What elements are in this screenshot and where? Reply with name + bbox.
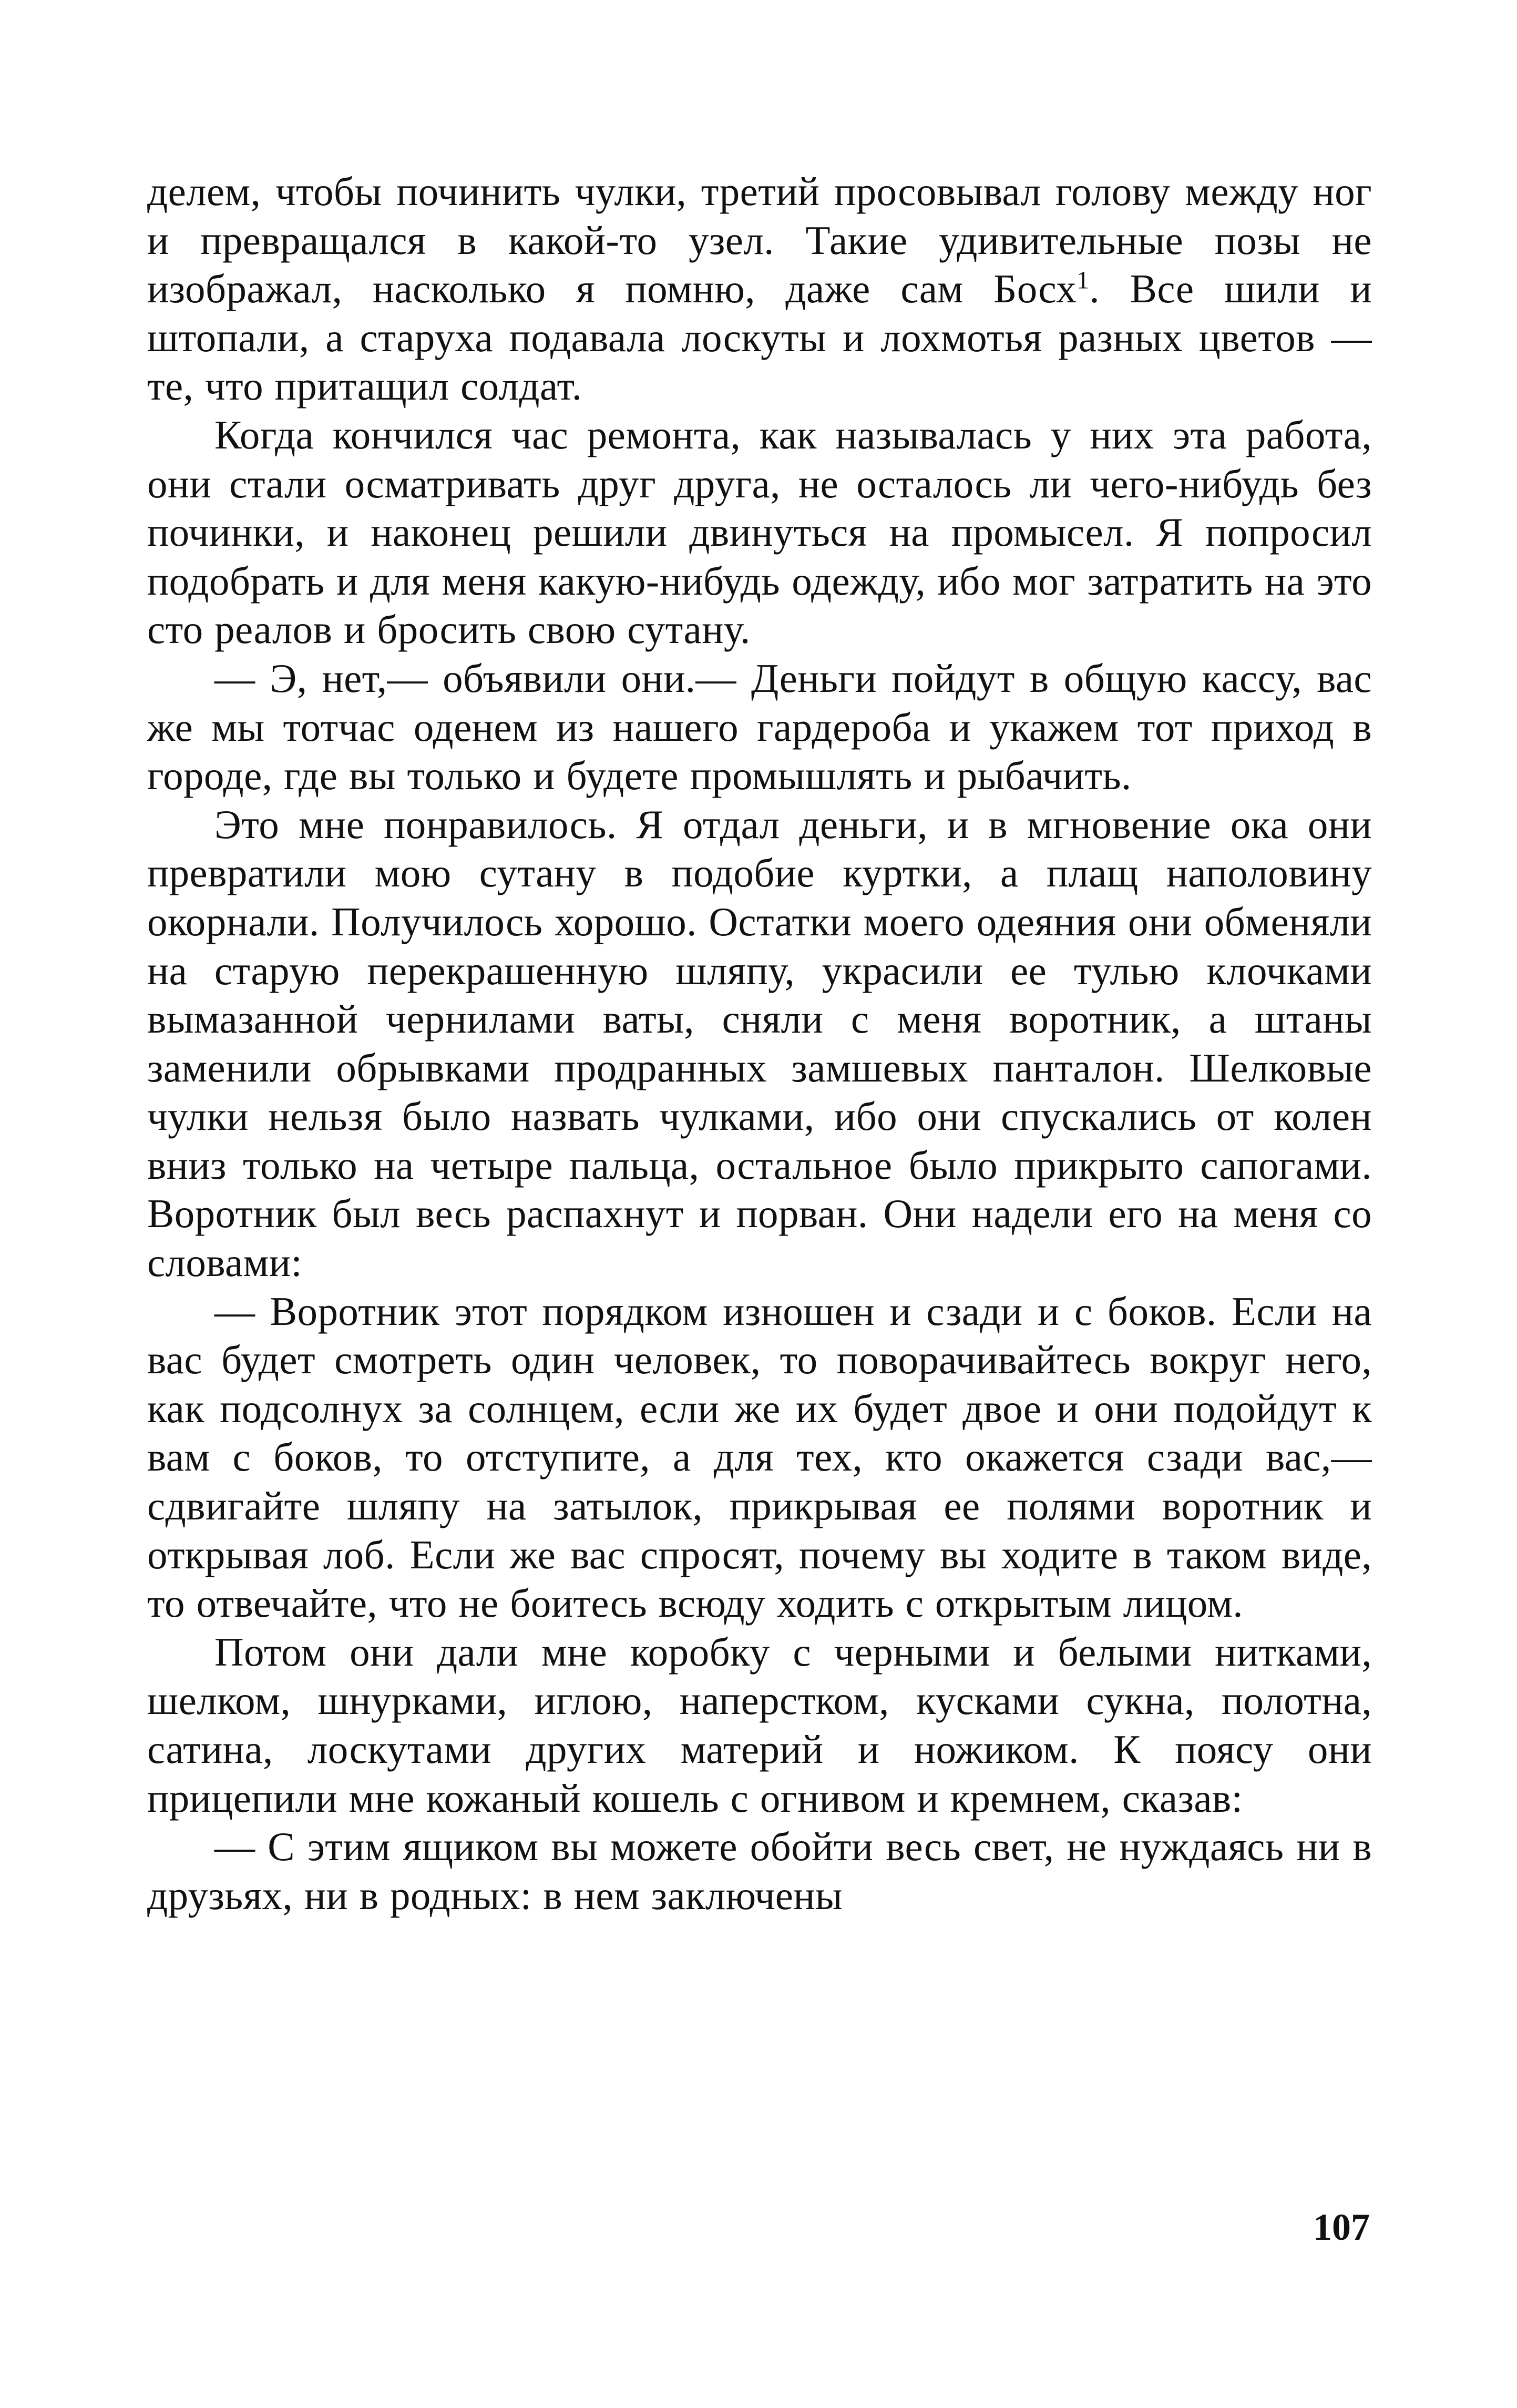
page-number: 107: [1313, 2206, 1370, 2248]
paragraph-3: — Э, нет,— объявили они.— Деньги пойдут в общую кассу, вас же мы тотчас оденем из нашего гардероба и укажем тот приход в городе, где вы только и будете промышлять и рыбачить.: [147, 655, 1372, 799]
paragraph-5: — Воротник этот порядком изношен и сзади и с боков. Если на вас будет смотреть один человек, то поворачивайтесь вокруг него, как подсолнух за солнцем, если же их будет двое и они подойдут к вам с боков, то отступите, а для тех, кто окажется сзади вас,— сдвигайте шляпу на затылок, прикрывая ее полями воротник и открывая лоб. Если же вас спросят, почему вы ходите в таком виде, то отвечайте, что не боитесь всюду ходить с открытым лицом.: [147, 1288, 1372, 1626]
body-text: [147, 167, 1372, 1920]
paragraph-2: Когда кончился час ремонта, как называлась у них эта работа, они стали осматривать друг друга, не осталось ли чего-нибудь без починки, и наконец решили двинуться на промысел. Я попросил подобрать и для меня какую-нибудь одежду, ибо мог затратить на это сто реалов и бросить свою сутану.: [147, 412, 1372, 652]
paragraph-1: [147, 167, 1372, 411]
paragraph-7: — С этим ящиком вы можете обойти весь свет, не нуждаясь ни в друзьях, ни в родных: в нем заключены: [147, 1824, 1372, 1918]
paragraph-6: Потом они дали мне коробку с черными и белыми нитками, шелком, шнурками, иглою, наперстком, кусками сукна, полотна, сатина, лоскутами других материй и ножиком. К поясу они прицепили мне кожаный кошель с огнивом и кремнем, сказав:: [147, 1629, 1372, 1821]
footnote-marker: 1: [1077, 266, 1090, 294]
paragraph-4: Это мне понравилось. Я отдал деньги, и в мгновение ока они превратили мою сутану в подобие куртки, а плащ наполовину окорнали. Получилось хорошо. Остатки моего одеяния они обменяли на старую перекрашенную шляпу, украсили ее тулью клочками вымазанной чернилами ваты, сняли с меня воротник, а штаны заменили обрывками продранных замшевых панталон. Шелковые чулки нельзя было назвать чулками, ибо они спускались от колен вниз только на четыре пальца, остальное было прикрыто сапогами. Воротник был весь распахнут и порван. Они надели его на меня со словами:: [147, 801, 1372, 1285]
paragraph-1-text: делем, чтобы починить чулки, третий просовывал голову между ног и превращался в какой-то узел. Такие удивительные позы не изображал, насколько я помню, даже сам Босх: [147, 169, 1372, 312]
paragraph-1-text-continued: . Все шили и штопали, а старуха подавала лоскуты и лохмотья разных цветов — те, что притащил солдат.: [147, 266, 1372, 409]
